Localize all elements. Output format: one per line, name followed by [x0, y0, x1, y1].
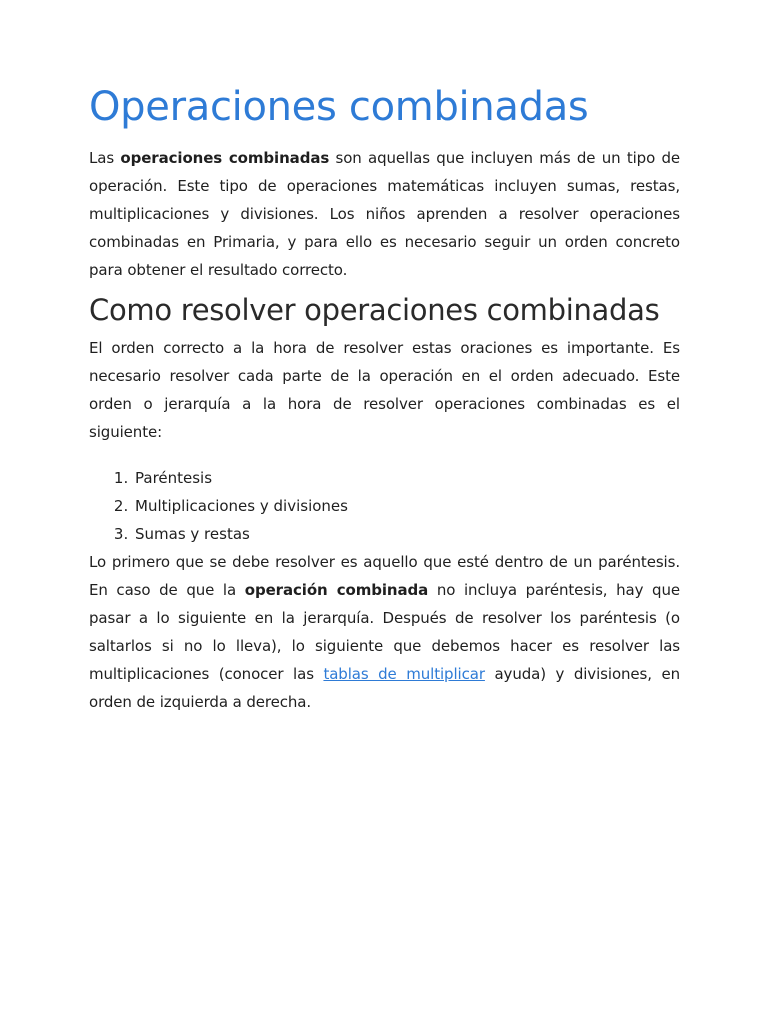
section-heading: Como resolver operaciones combinadas	[89, 293, 660, 327]
final-paragraph	[89, 548, 680, 716]
final-bold-term: operación combinada	[244, 581, 429, 599]
list-item: 2. Multiplicaciones y divisiones	[133, 492, 680, 520]
steps-list	[89, 464, 680, 548]
document-page	[89, 80, 680, 716]
order-paragraph: El orden correcto a la hora de resolver estas oraciones es importante. Es necesario resolver cada parte de la operación en el orden adecuado. Este orden o jerarquía a la hora de resolver operaciones combinadas es el siguiente:	[89, 339, 680, 441]
final-text-start: Lo primero que se debe resolver es aquello que esté dentro de un paréntesis. En caso de que la	[89, 553, 680, 599]
intro-text-end: son aquellas que incluyen más de un tipo de operación. Este tipo de operaciones matemáticas incluyen sumas, restas, multiplicaciones y divisiones. Los niños aprenden a resolver operaciones combinadas en Primaria, y para ello es necesario seguir un orden concreto para obtener el resultado correcto.	[89, 149, 681, 279]
list-item: 1. Paréntesis	[133, 464, 680, 492]
intro-text-start: Las	[89, 149, 121, 167]
list-item: 3. Sumas y restas	[133, 520, 680, 548]
final-text-end: ayuda) y divisiones, en orden de izquierda a derecha.	[89, 665, 680, 711]
page-title: Operaciones combinadas	[89, 84, 589, 130]
intro-paragraph	[89, 144, 680, 284]
intro-bold-term: operaciones combinadas	[120, 149, 330, 167]
multiplication-tables-link[interactable]: tablas de multiplicar	[323, 665, 485, 683]
final-text-middle: no incluya paréntesis, hay que pasar a lo siguiente en la jerarquía. Después de resolver los paréntesis (o saltarlos si no lo lleva), lo siguiente que debemos hacer es resolver las multiplicaciones (conocer las	[89, 581, 680, 683]
